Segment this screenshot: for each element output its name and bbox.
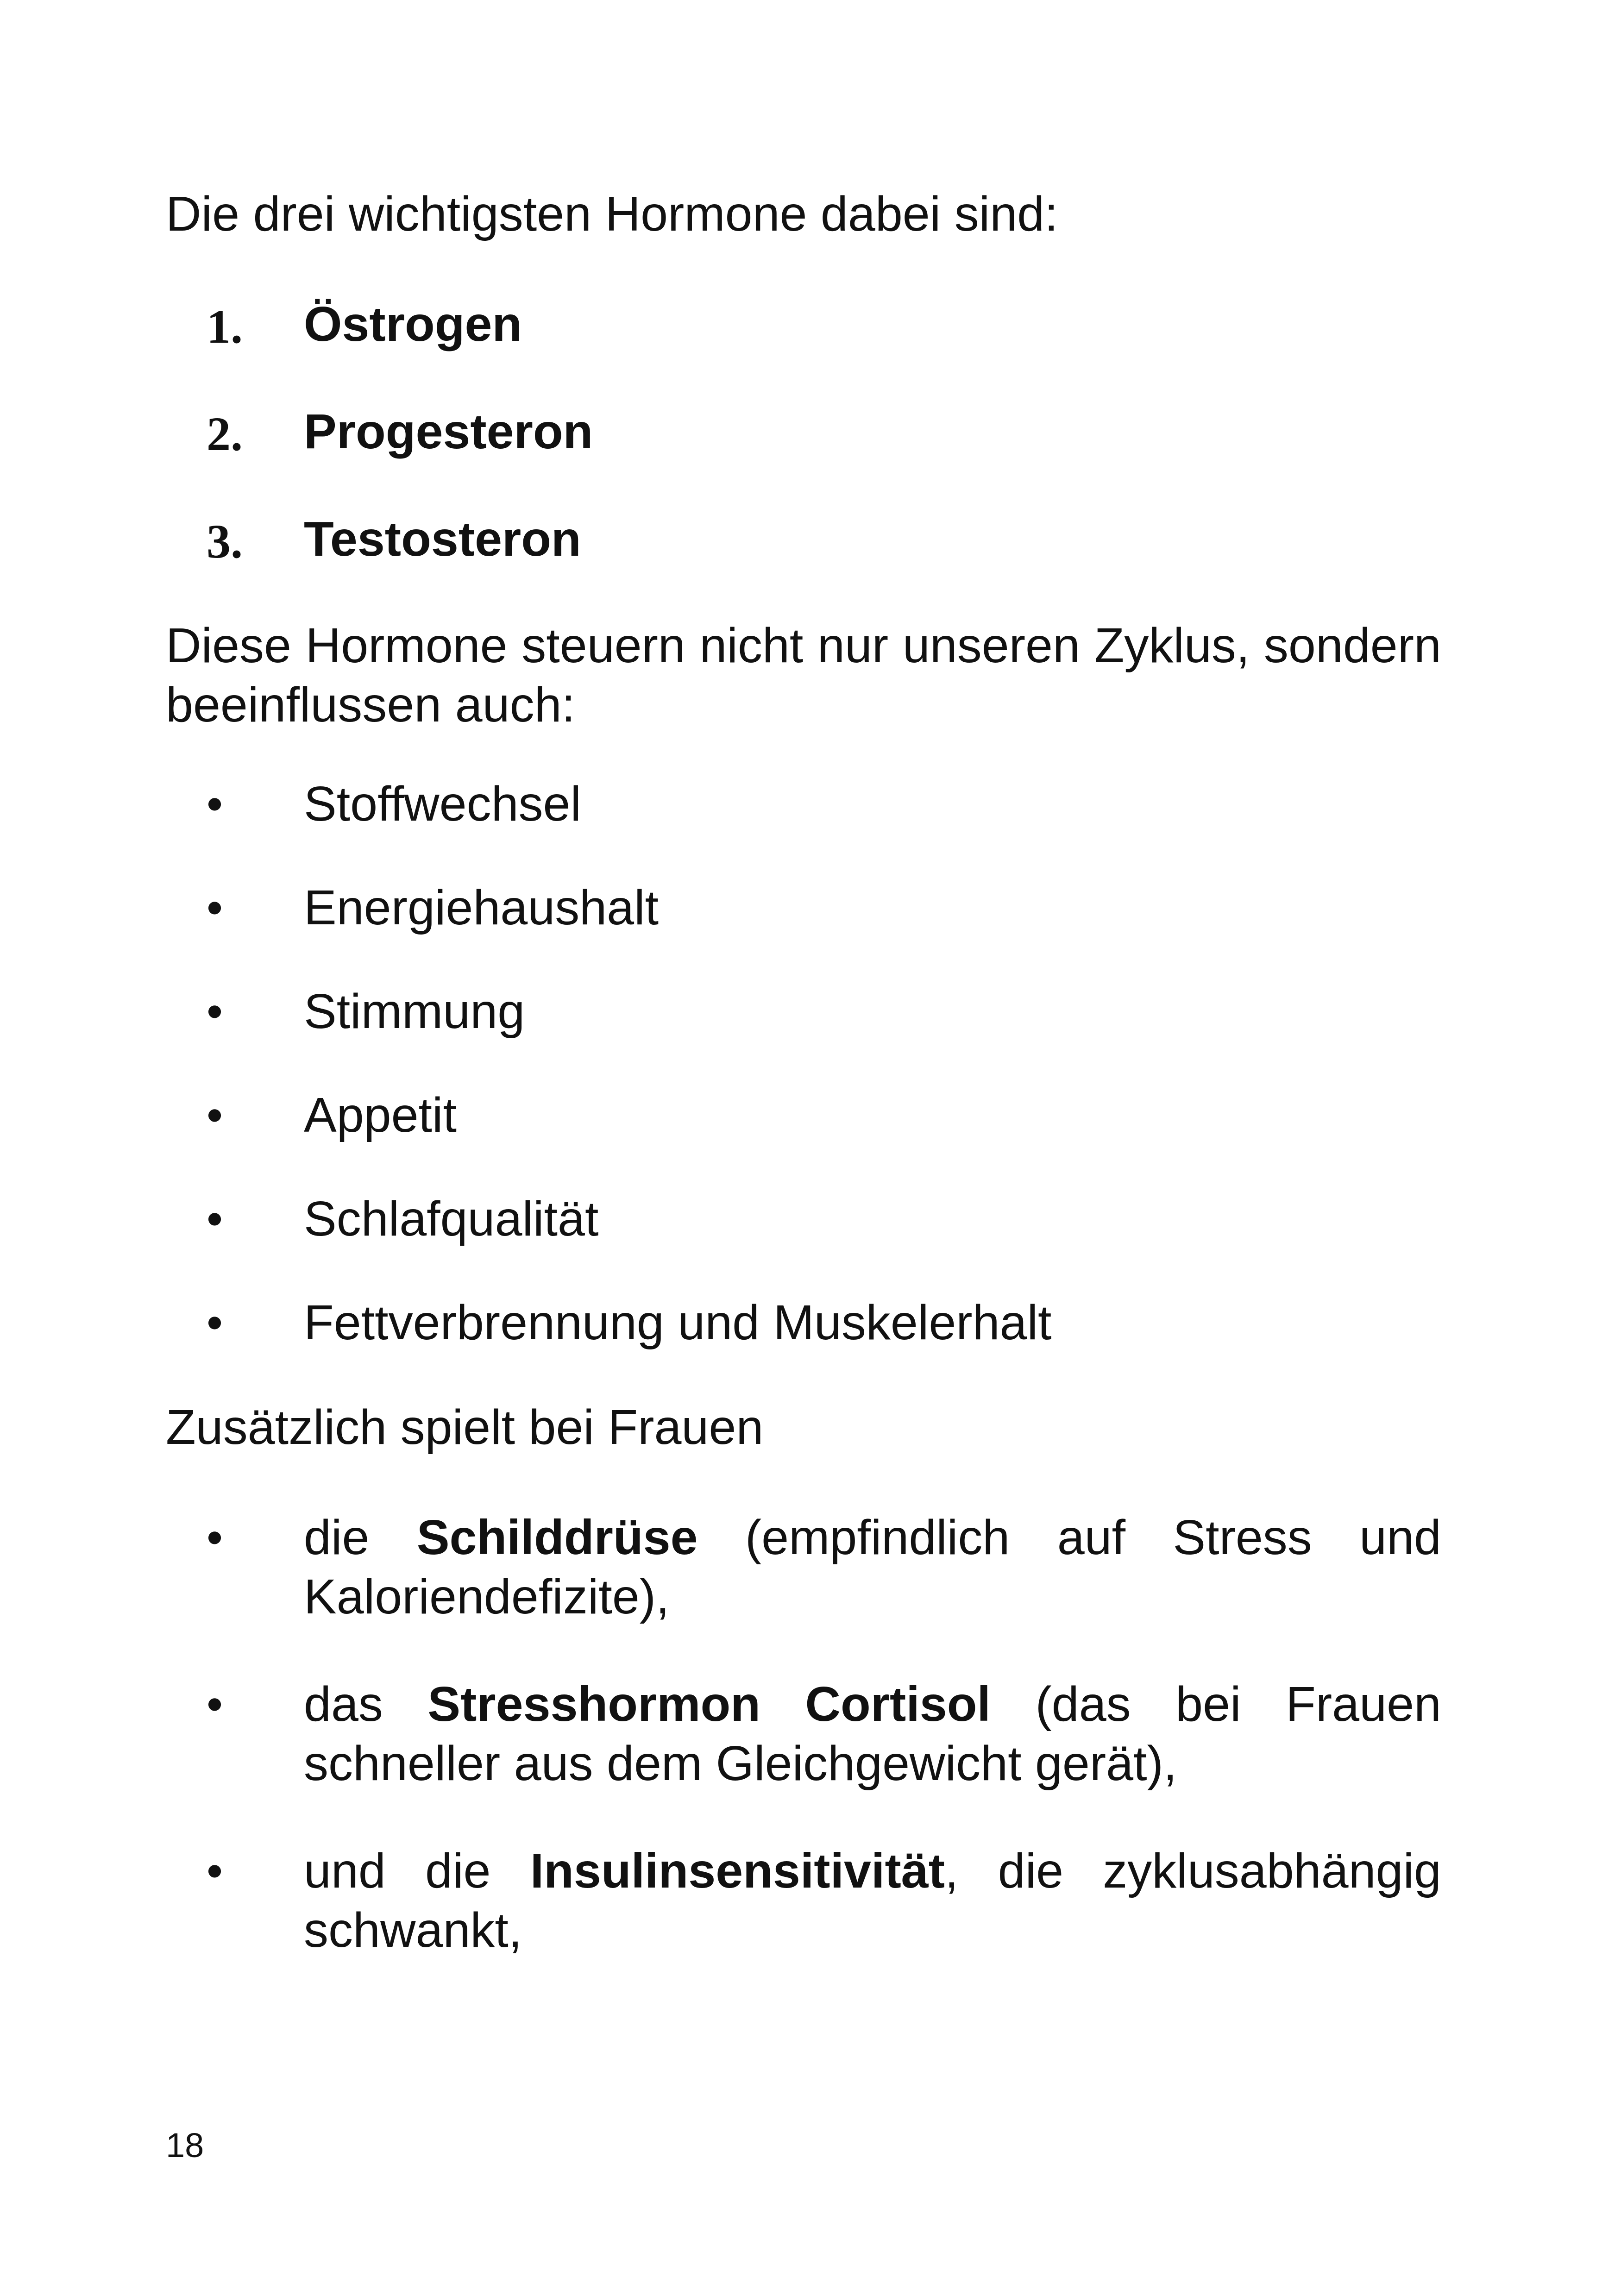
influence-item (166, 1189, 1441, 1248)
hormone-label: Testosteron (304, 512, 581, 566)
list-number: 1. (207, 300, 243, 353)
bullet-icon: • (207, 1089, 223, 1141)
influence-item (166, 774, 1441, 834)
bullet-icon: • (207, 778, 223, 830)
influence-item (166, 982, 1441, 1041)
influence-label: Stoffwechsel (304, 777, 582, 831)
hormone-label: Progesteron (304, 404, 593, 459)
additional-item-insulin (166, 1841, 1441, 1960)
influence-item (166, 1085, 1441, 1145)
list-number: 2. (207, 408, 243, 461)
bullet-icon: • (207, 1193, 223, 1245)
bullet-icon: • (207, 1512, 223, 1563)
influence-label: Schlafqualität (304, 1192, 599, 1246)
emphasis: Stresshormon Cortisol (427, 1677, 991, 1731)
additional-text: und die Insulinsensitivität, die zyklusabhängig schwankt, (304, 1844, 1441, 1957)
additional-intro-paragraph: Zusätzlich spielt bei Frauen (166, 1400, 764, 1455)
emphasis: Schilddrüse (416, 1510, 698, 1565)
list-number: 3. (207, 515, 243, 568)
page-number: 18 (166, 2126, 204, 2164)
hormone-item-1 (166, 295, 1441, 354)
bullet-icon: • (207, 882, 223, 934)
influence-intro-paragraph: Diese Hormone steuern nicht nur unseren Zyklus, sondern beeinflussen auch: (166, 618, 1441, 732)
influence-item (166, 878, 1441, 937)
additional-item-thyroid (166, 1508, 1441, 1626)
hormone-item-3 (166, 509, 1441, 569)
bullet-icon: • (207, 1845, 223, 1897)
additional-text: das Stresshormon Cortisol (das bei Frauen schneller aus dem Gleichgewicht gerät), (304, 1677, 1441, 1791)
influence-item (166, 1293, 1441, 1352)
additional-item-cortisol (166, 1675, 1441, 1793)
additional-text: die Schilddrüse (empfindlich auf Stress und Kaloriendefizite), (304, 1510, 1442, 1624)
intro-paragraph: Die drei wichtigsten Hormone dabei sind: (166, 187, 1058, 241)
hormone-item-2 (166, 402, 1441, 461)
bullet-icon: • (207, 1297, 223, 1349)
hormone-label: Östrogen (304, 297, 522, 351)
emphasis: Insulinsensitivität (530, 1844, 945, 1898)
influence-label: Stimmung (304, 984, 525, 1039)
bullet-icon: • (207, 1678, 223, 1730)
influence-label: Appetit (304, 1088, 457, 1142)
influence-label: Fettverbrennung und Muskelerhalt (304, 1295, 1052, 1350)
bullet-icon: • (207, 985, 223, 1037)
influence-label: Energiehaushalt (304, 880, 659, 935)
